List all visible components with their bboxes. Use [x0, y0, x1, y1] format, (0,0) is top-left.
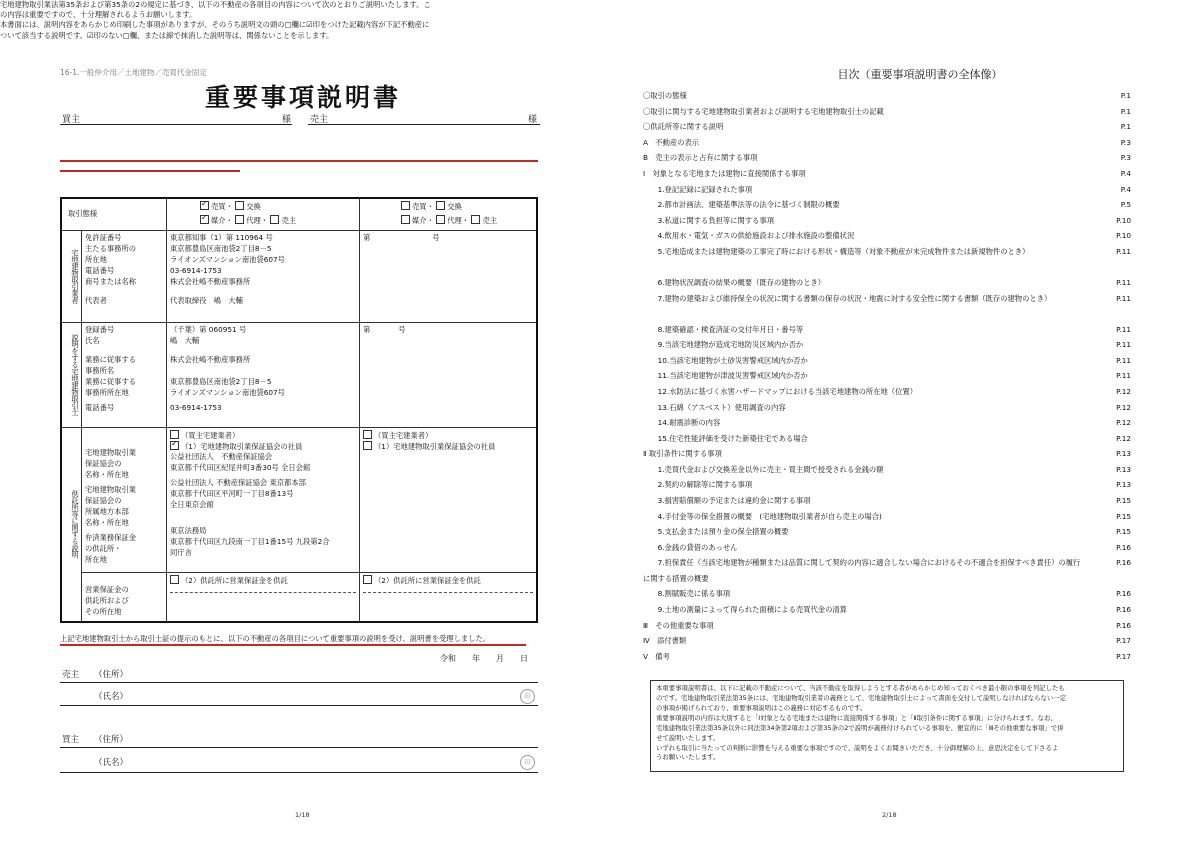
toc-item-page: P.11 [1116, 340, 1131, 350]
label: 登録番号 [85, 324, 115, 334]
buyer-name-label: （氏名） [94, 758, 129, 768]
label: の供託所・ [85, 543, 122, 553]
label: 供託所および [85, 595, 129, 605]
toc-item-title: 14.耐震診断の内容 [643, 418, 721, 428]
gyosha-header: 宅地建物取引業者 [61, 230, 82, 322]
toc-item[interactable] [643, 353, 1131, 369]
intro-line: ついて該当する説明です。☑印のない□欄、または線で抹消した説明等は、関係ないことを示します。 [0, 30, 334, 40]
representative: 代表取締役 嶋 大輔 [170, 295, 243, 305]
toc-item-page: P.15 [1116, 511, 1131, 521]
toc-item-page: P.11 [1116, 277, 1131, 287]
intro-line: 宅地建物取引業法第35条および第35条の2の規定に基づき、以下の不動産の各項目の内容について次のとおりご説明いたします。こ [0, 0, 431, 9]
agent-name: 嶋 大輔 [170, 335, 200, 345]
label: 商号または名称 [85, 276, 137, 286]
toc-item-page: P.1 [1120, 106, 1131, 116]
note-line: 重要事項説明の内容は大別すると「Ⅰ対象となる宅地または建物に直接関係する事項」と「Ⅱ取引条件に関する事項」に分けられます。なお、 [656, 713, 1057, 722]
dashed-divider [170, 592, 356, 593]
toc-item-title: 15.住宅性能評価を受けた新築住宅である場合 [643, 433, 808, 443]
buyer-sig-label: 買主 [62, 735, 80, 745]
deposit-address: 同庁舎 [170, 547, 192, 557]
opt-label: 代理・ [246, 216, 269, 225]
checkbox-urinushi[interactable] [270, 215, 279, 224]
office-address: ライオンズマンション南池袋607号 [170, 387, 285, 397]
shi-labels [82, 322, 167, 427]
checkbox-buyer-dealer-2[interactable] [363, 430, 372, 439]
checkbox-hosho-kyokai-2[interactable] [363, 441, 372, 450]
torihiki-options-2 [360, 198, 538, 230]
go-label: 号 [398, 324, 406, 334]
seal-stamp-icon: 印 [520, 689, 535, 704]
shi-row [61, 322, 537, 427]
checkbox-baibai[interactable] [200, 201, 209, 210]
label: 弁済業務保証金 [85, 532, 137, 542]
toc-item-title: 7.建物の建築および維持保全の状況に関する書類の保存の状況・地震に対する安全性に関する書類（既存の建物のとき） [643, 293, 1052, 303]
company-name: 株式会社嶋不動産事務所 [170, 276, 251, 286]
label: 所在地 [85, 554, 107, 564]
toc-item[interactable] [643, 415, 1131, 431]
opt-label: 交換 [447, 202, 462, 211]
toc-item[interactable] [643, 555, 1131, 586]
seller-sig-label: 売主 [62, 670, 80, 680]
dai-label: 第 [363, 232, 371, 242]
label: 事務所所在地 [85, 387, 129, 397]
dashed-divider [363, 592, 533, 593]
buyer-name-line [60, 124, 292, 125]
note-line: せて説明いたします。 [656, 733, 720, 742]
toc-item-title: 3.私道に関する負担等に関する事項 [643, 215, 775, 225]
toc-item-title: 13.石綿（アスベスト）使用調査の内容 [643, 402, 786, 412]
toc-item[interactable] [643, 244, 1131, 275]
toc-item[interactable] [643, 633, 1131, 649]
torihiki-options-1 [167, 198, 360, 230]
toc-item-page: P.16 [1116, 558, 1131, 568]
address-line: 東京都豊島区南池袋2丁目8－5 [170, 243, 272, 253]
association-name: 公益社団法人 不動産保証協会 [170, 451, 273, 461]
receipt-text: 上記宅地建物取引士から取引士証の提示のもとに、以下の不動産の各項目について重要事項の説明を受け、説明書を受理しました。 [60, 634, 491, 643]
toc-item[interactable] [643, 322, 1131, 338]
toc-item-title: 〇供託所等に関する説明 [643, 122, 724, 132]
toc-item[interactable] [643, 166, 1131, 182]
checkbox-dairi[interactable] [235, 215, 244, 224]
label: 所在地 [85, 254, 107, 264]
label: 事務所名 [85, 365, 115, 375]
toc-item-page: P.11 [1116, 293, 1131, 303]
toc-item-page: P.12 [1116, 418, 1131, 428]
torihiki-label: 取引態様 [61, 198, 167, 230]
dai-label: 第 [363, 324, 371, 334]
toc-item-title: A 不動産の表示 [643, 137, 700, 147]
opt-label: （買主宅建業者） [374, 430, 433, 440]
red-underline [60, 160, 538, 162]
toc-item-page: P.1 [1120, 122, 1131, 132]
note-line: の事項が掲げられており、重要事項説明はこの義務に対応するものです。 [656, 703, 867, 712]
registration-number: （千葉）第 060951 号 [170, 324, 247, 334]
gyosha-values-2 [360, 230, 538, 322]
label: 業務に従事する [85, 354, 137, 364]
opt-label: （2）供託所に営業保証金を供託 [374, 575, 481, 585]
toc-item-page: P.15 [1116, 496, 1131, 506]
toc-item-title: Ⅳ 添付書類 [643, 636, 687, 646]
toc-title: 目次（重要事項説明書の全体像） [837, 68, 1003, 81]
kyotaku-values-2 [360, 427, 538, 572]
toc-item-title: 3.損害賠償額の予定または違約金に関する事項 [643, 496, 811, 506]
label: 保証協会の [85, 495, 122, 505]
office-address: 東京都豊島区南池袋2丁目8－5 [170, 376, 272, 386]
toc-item-title: 1.登記記録に記録された事項 [643, 184, 753, 194]
address-line: ライオンズマンション南池袋607号 [170, 254, 285, 264]
checkbox-urinushi-2[interactable] [471, 215, 480, 224]
toc-item-title: 4.飲用水・電気・ガスの供給施設および排水施設の整備状況 [643, 231, 855, 241]
note-line: 宅地建物取引業法第35条以外に同法第34条第2項および第35条の2で説明が義務付けられている事項を、便宜的に「Ⅲその他重要な事項」で併 [656, 723, 1064, 732]
toc-item[interactable] [643, 384, 1131, 400]
gyosha-row [61, 230, 537, 322]
phone: 03-6914-1753 [170, 265, 222, 275]
toc-item[interactable] [643, 462, 1131, 478]
label: 氏名 [85, 335, 100, 345]
note-line: いずれも取引に当たっての判断に影響を与える重要な事項ですので、説明をよくお聞きいただき、十分御理解の上、意思決定をして下さるよ [656, 743, 1059, 752]
toc-item-title: 〇取引の態様 [643, 91, 687, 100]
toc-item-title: 6.金銭の貸借のあっせん [643, 542, 738, 552]
page-number: 2/18 [882, 811, 897, 819]
toc-item[interactable] [643, 649, 1131, 665]
note-line: 本重要事項説明書は、以下に記載の不動産について、当該不動産を取得しようとする者があらかじめ知っておくべき最小限の事項を列記したも [656, 684, 1065, 692]
branch-name: 公益社団法人 不動産保証協会 東京都本部 [170, 477, 306, 487]
toc-item-page: P.16 [1116, 605, 1131, 615]
kyotaku-header: 供託所等に関する説明 [61, 427, 82, 622]
kyotaku-values [167, 427, 360, 572]
checkbox-eigyo-2[interactable] [363, 575, 372, 584]
toc-item-page: P.3 [1120, 153, 1131, 163]
label: 所属地方本部 [85, 506, 129, 516]
toc-item-page: P.16 [1116, 620, 1131, 630]
toc-item-title: 1.売買代金および交換差金以外に売主・買主間で授受される金銭の額 [643, 464, 884, 474]
gyosha-values [167, 230, 360, 322]
checkbox-eigyo[interactable] [170, 575, 179, 584]
label: 宅地建物取引業 [85, 447, 137, 457]
opt-label: 売主 [482, 216, 498, 225]
seal-stamp-icon: 印 [520, 755, 535, 770]
toc-item[interactable] [643, 119, 1131, 135]
gyosha-labels [82, 230, 167, 322]
toc-item[interactable] [643, 104, 1131, 120]
toc-item[interactable] [643, 509, 1131, 525]
toc-item-title: 8.割賦販売に係る事項 [643, 589, 731, 599]
checkbox-baibai-2[interactable] [401, 201, 410, 210]
association-address: 東京都千代田区紀尾井町3番30号 全日会館 [170, 462, 311, 472]
note-line: のです。宅地建物取引業法第35条には、宅地建物取引業者の義務として、宅地建物取引士によって書面を交付して説明しなければならない一定 [656, 693, 1067, 702]
red-underline [60, 170, 240, 172]
toc-item-page: P.11 [1116, 324, 1131, 334]
label: 業務に従事する [85, 376, 137, 386]
toc-item-page: P.16 [1116, 589, 1131, 599]
opt-label: （2）供託所に営業保証金を供託 [181, 575, 288, 585]
toc-item-title: 5.宅地造成または建物建築の工事完了時における形状・構造等（対象不動産が未完成物件または新規物件のとき） [643, 246, 1030, 256]
intro-line: の内容は重要ですので、十分理解されるようお願いします。 [0, 10, 197, 20]
toc-item[interactable] [643, 291, 1131, 322]
toc-item-title: 7.担保責任（当該宅地建物が種類または品質に関して契約の内容に適合しない場合におけるその不適合を担保すべき責任）の履行に関する措置の概要 [643, 558, 1081, 584]
toc-item-title: 8.建築確認・検査済証の交付年月日・番号等 [643, 324, 804, 334]
toc-item-page: P.11 [1116, 371, 1131, 381]
toc-item-title: Ⅱ 取引条件に関する事項 [643, 449, 722, 459]
toc-item-page: P.4 [1120, 184, 1131, 194]
toc-item-title: 〇取引に関与する宅地建物取引業者および説明する宅地建物取引士の記載 [643, 106, 884, 116]
opt-label: （1）宅地建物取引業保証協会の社員 [181, 441, 303, 451]
toc-item[interactable] [643, 182, 1131, 198]
toc-item-page: P.17 [1116, 651, 1131, 661]
toc-item[interactable] [643, 228, 1131, 244]
deposit-office: 東京法務局 [170, 525, 207, 535]
toc-item-title: 6.建物状況調査の結果の概要（既存の建物のとき） [643, 277, 826, 287]
label: 主たる事務所の [85, 243, 137, 253]
opt-label: 交換 [246, 202, 261, 211]
label: 保証協会の [85, 458, 122, 468]
toc-item[interactable] [643, 213, 1131, 229]
toc-item-page: P.13 [1116, 480, 1131, 490]
toc-item-page: P.13 [1116, 464, 1131, 474]
toc-item[interactable] [643, 493, 1131, 509]
label: 電話番号 [85, 402, 115, 412]
toc-item-title: 2.都市計画法、建築基準法等の法令に基づく制限の概要 [643, 200, 840, 210]
toc-item-page: P.12 [1116, 402, 1131, 412]
opt-label: 売買・ [412, 202, 434, 211]
toc-item-title: 11.当該宅地建物が津波災害警戒区域内か否か [643, 371, 808, 381]
label: 名称・所在地 [85, 469, 129, 479]
eigyo-labels [82, 572, 167, 622]
toc-item-title: 9.当該宅地建物が造成宅地防災区域内か否か [643, 340, 804, 350]
toc-item[interactable] [643, 150, 1131, 166]
toc-item-title: 2.契約の解除等に関する事項 [643, 480, 753, 490]
date-field[interactable]: 令和 年 月 日 [440, 654, 528, 663]
toc-item-page: P.11 [1116, 355, 1131, 365]
toc-item-title: 5.支払金または預り金の保全措置の概要 [643, 527, 789, 537]
note-box [650, 680, 1124, 772]
toc-item-title: Ⅲ その他重要な事項 [643, 620, 714, 630]
label: その所在地 [85, 606, 122, 616]
opt-label: 媒介・ [412, 216, 434, 225]
label: 免許証番号 [85, 232, 122, 242]
buyer-label: 買主 [62, 115, 81, 125]
eigyo-values-2 [360, 572, 538, 622]
toc-item-page: P.10 [1116, 215, 1131, 225]
label: 営業保証金の [85, 584, 129, 594]
toc-item-page: P.15 [1116, 527, 1131, 537]
seller-label: 売主 [310, 115, 329, 125]
toc-item-page: P.1 [1120, 91, 1131, 100]
toc-item-title: 9.土地の測量によって得られた面積による売買代金の清算 [643, 605, 847, 615]
office-phone: 03-6914-1753 [170, 402, 222, 412]
buyer-address-line[interactable] [60, 747, 538, 748]
opt-label: （1）宅地建物取引業保証協会の社員 [374, 441, 496, 451]
buyer-name-line[interactable] [60, 772, 538, 773]
shi-header: 説明をする宅地建物取引士 [61, 322, 82, 427]
toc-item[interactable] [643, 524, 1131, 540]
deposit-address: 東京都千代田区九段南一丁目1番15号 九段第2合 [170, 536, 330, 546]
eigyo-row [61, 572, 537, 622]
seller-name-line[interactable] [60, 705, 538, 706]
checkbox-baikai-2[interactable] [401, 215, 410, 224]
form-table [60, 197, 538, 623]
checkbox-buyer-dealer[interactable] [170, 430, 179, 439]
toc-item-page: P.17 [1116, 636, 1131, 646]
seller-name-line [308, 124, 540, 125]
checkbox-hosho-kyokai[interactable] [170, 441, 179, 450]
checkbox-dairi-2[interactable] [436, 215, 445, 224]
seller-honorific: 様 [528, 115, 538, 125]
checkbox-kokan-2[interactable] [436, 201, 445, 210]
toc-item-page: P.16 [1116, 542, 1131, 552]
red-underline [60, 644, 526, 646]
go-label: 号 [432, 232, 440, 242]
toc-item[interactable] [643, 446, 1131, 462]
opt-label: 売買・ [211, 202, 233, 211]
shi-values-2 [360, 322, 538, 427]
buyer-address-label: （住所） [94, 735, 129, 745]
toc-item-page: P.11 [1116, 246, 1131, 256]
seller-name-label: （氏名） [94, 692, 129, 702]
toc-item[interactable] [643, 275, 1131, 291]
intro-text [0, 0, 478, 41]
kyotaku-labels [82, 427, 167, 572]
toc-item[interactable] [643, 540, 1131, 556]
seller-address-label: （住所） [94, 670, 129, 680]
toc-item[interactable] [643, 477, 1131, 493]
table-of-contents [643, 88, 1131, 664]
label: 電話番号 [85, 265, 115, 275]
seller-address-line[interactable] [60, 682, 538, 683]
opt-label: 媒介・ [211, 216, 233, 225]
office-name: 株式会社嶋不動産事務所 [170, 354, 251, 364]
opt-label: 代理・ [447, 216, 470, 225]
intro-line: 本書面には、説明内容をあらかじめ印刷した事項がありますが、そのうち説明文の頭の□欄に☑印をつけた記載内容が下記不動産に [0, 20, 430, 30]
toc-item[interactable] [643, 368, 1131, 384]
toc-item-title: 4.手付金等の保全措置の概要 (宅地建物取引業者が自ら売主の場合) [643, 511, 882, 521]
branch-address: 全日東京会館 [170, 499, 214, 509]
label: 名称・所在地 [85, 517, 129, 527]
license-number: 東京都知事（1）第 110964 号 [170, 232, 273, 242]
toc-item-title: Ⅰ 対象となる宅地または建物に直接関係する事項 [643, 168, 806, 178]
toc-item-page: P.5 [1120, 200, 1131, 210]
checkbox-kokan[interactable] [235, 201, 244, 210]
toc-item[interactable] [643, 586, 1131, 602]
toc-item[interactable] [643, 431, 1131, 447]
toc-item-title: Ⅴ 備考 [643, 651, 670, 661]
toc-item-title: 10.当該宅地建物が土砂災害警戒区域内か否か [643, 355, 808, 365]
buyer-honorific: 様 [282, 115, 292, 125]
kyotaku-row [61, 427, 537, 572]
toc-item[interactable] [643, 88, 1131, 104]
toc-item[interactable] [643, 337, 1131, 353]
label: 代表者 [85, 295, 107, 305]
toc-item-page: P.10 [1116, 231, 1131, 241]
page-title: 重要事項説明書 [205, 83, 402, 112]
label: 宅地建物取引業 [85, 484, 137, 494]
checkbox-baikai[interactable] [200, 215, 209, 224]
toc-item[interactable] [643, 197, 1131, 213]
torihiki-row [61, 198, 537, 230]
page-2 [600, 0, 1200, 848]
toc-item-page: P.4 [1120, 168, 1131, 178]
document-code: 16-1.一般仲介用／土地建物／売買代金固定 [60, 68, 207, 77]
toc-item-page: P.12 [1116, 386, 1131, 396]
toc-item[interactable] [643, 400, 1131, 416]
opt-label: （買主宅建業者） [181, 430, 240, 440]
branch-address: 東京都千代田区平河町一丁目8番13号 [170, 488, 294, 498]
toc-item[interactable] [643, 602, 1131, 618]
opt-label: 売主 [281, 216, 297, 225]
toc-item-title: 12.水防法に基づく水害ハザードマップにおける当該宅地建物の所在地（位置） [643, 386, 917, 396]
toc-item[interactable] [643, 135, 1131, 151]
toc-item-page: P.12 [1116, 433, 1131, 443]
page-number: 1/18 [295, 811, 310, 819]
eigyo-values [167, 572, 360, 622]
toc-item[interactable] [643, 618, 1131, 634]
toc-item-title: B 売主の表示と占有に関する事項 [643, 153, 758, 163]
note-line: うお願いいたします。 [656, 753, 720, 762]
shi-values [167, 322, 360, 427]
toc-item-page: P.3 [1120, 137, 1131, 147]
toc-item-page: P.13 [1116, 449, 1131, 459]
